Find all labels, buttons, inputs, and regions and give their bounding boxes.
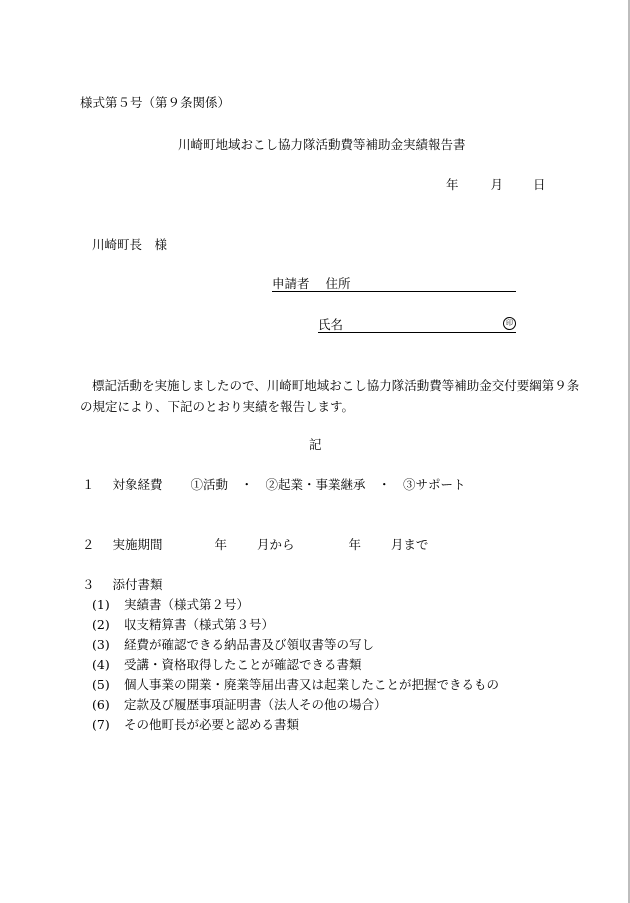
attachment-number: (3) [92, 637, 110, 652]
attachment-number: (4) [92, 657, 110, 672]
item-2-year-to: 年 [348, 537, 361, 552]
attachment-text: その他町長が必要と認める書類 [124, 717, 300, 732]
item-3-label: 添付書類 [112, 577, 163, 592]
attachment-item [92, 597, 249, 613]
item-3-number: ３ [82, 577, 95, 592]
attachment-text: 実績書（様式第２号） [124, 597, 250, 612]
seal-mark: 印 [503, 317, 516, 330]
attachment-text: 経費が確認できる納品書及び領収書等の写し [124, 637, 375, 652]
attachment-number: (1) [92, 597, 110, 612]
form-number: 様式第５号（第９条関係） [80, 95, 231, 110]
attachment-number: (7) [92, 717, 110, 732]
attachment-item [92, 697, 387, 713]
item-1-options: ①活動 ・ ②起業・事業継承 ・ ③サポート [190, 477, 466, 492]
item-1-number: １ [82, 477, 95, 492]
item-2-month-to: 月まで [390, 537, 429, 552]
attachment-item [92, 677, 499, 693]
attachment-text: 収支精算書（様式第３号） [124, 617, 275, 632]
attachment-text: 定款及び履歴事項証明書（法人その他の場合） [124, 697, 387, 712]
attachment-number: (2) [92, 617, 110, 632]
body-line-1: 標記活動を実施しましたので、川崎町地域おこし協力隊活動費等補助金交付要綱第９条 [92, 378, 580, 393]
date-month: 月 [490, 177, 503, 192]
applicant-name-line [318, 317, 516, 333]
ki-heading: 記 [309, 437, 322, 452]
name-label: 氏名 [318, 317, 344, 332]
page-title: 川崎町地域おこし協力隊活動費等補助金実績報告書 [178, 137, 466, 152]
item-3-row [82, 577, 163, 593]
address-label: 住所 [325, 276, 351, 291]
item-2-month-from: 月から [256, 537, 295, 552]
applicant-label: 申請者 [272, 276, 310, 291]
attachment-number: (5) [92, 677, 110, 692]
item-1-row [82, 477, 465, 493]
date-line [446, 177, 545, 193]
attachment-text: 受講・資格取得したことが確認できる書類 [124, 657, 362, 672]
date-year: 年 [446, 177, 459, 192]
attachment-item [92, 617, 274, 633]
item-2-label: 実施期間 [112, 537, 163, 552]
item-2-row [82, 537, 428, 553]
item-1-label: 対象経費 [112, 477, 163, 492]
item-2-number: ２ [82, 537, 95, 552]
addressee: 川崎町長 様 [92, 237, 168, 252]
attachment-item [92, 717, 299, 733]
applicant-address-line [272, 276, 516, 292]
date-day: 日 [532, 177, 546, 192]
attachment-text: 個人事業の開業・廃業等届出書又は起業したことが把握できるもの [124, 677, 500, 692]
attachment-item [92, 637, 374, 653]
attachment-number: (6) [92, 697, 110, 712]
body-line-2: の規定により、下記のとおり実績を報告します。 [80, 399, 355, 414]
attachment-item [92, 657, 362, 673]
item-2-year-from: 年 [214, 537, 227, 552]
